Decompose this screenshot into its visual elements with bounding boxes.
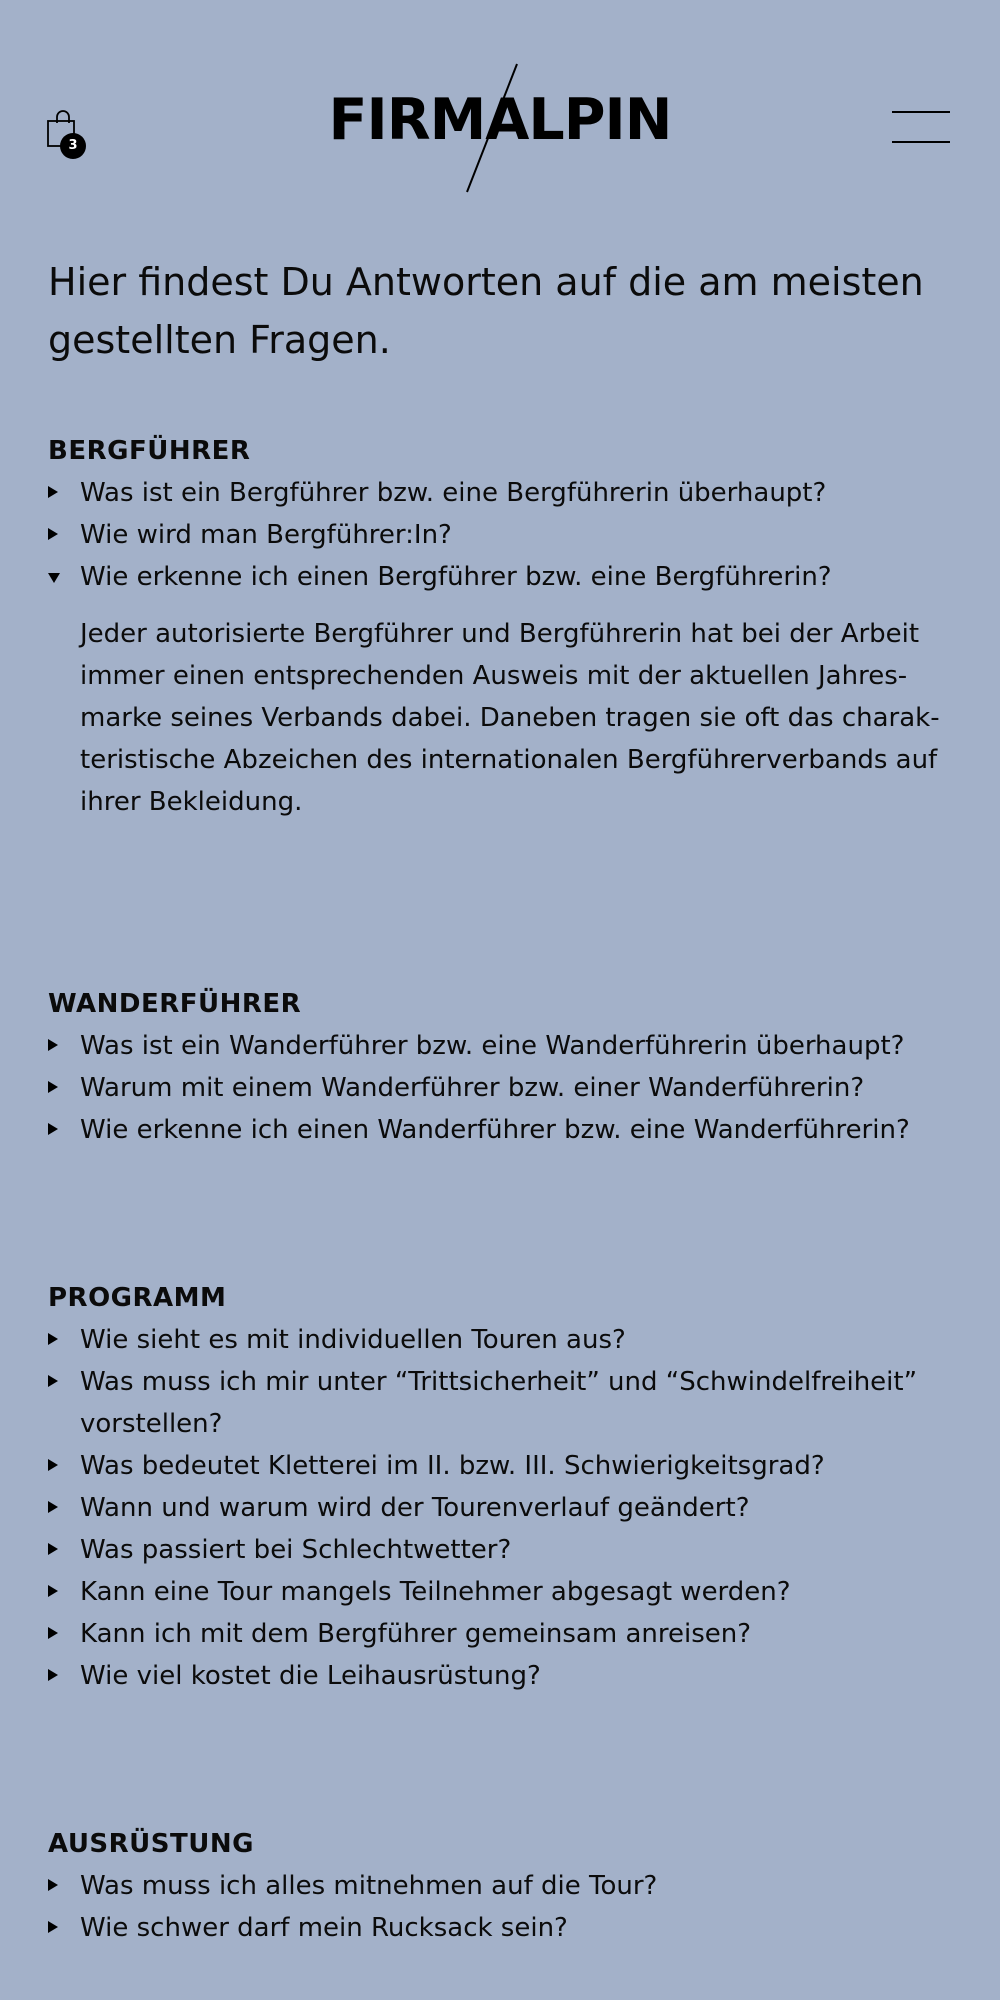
faq-section-wanderfuehrer [48,983,968,1151]
triangle-down-icon [48,573,60,583]
faq-list [48,1319,968,1697]
faq-item[interactable] [48,514,968,556]
faq-question: Wie sieht es mit individuellen Touren aus? [80,1325,626,1355]
triangle-right-icon [48,1459,58,1471]
faq-item[interactable] [48,1361,968,1445]
section-title: BERGFÜHRER [48,436,251,466]
section-title: PROGRAMM [48,1283,227,1313]
site-header [0,0,1000,200]
menu-line-top [892,111,950,113]
triangle-right-icon [48,1585,58,1597]
triangle-right-icon [48,1669,58,1681]
faq-question: Kann ich mit dem Bergführer gemeinsam anreisen? [80,1619,752,1649]
logo-slash-mark [326,62,674,194]
triangle-right-icon [48,528,58,540]
triangle-right-icon [48,1921,58,1933]
faq-section-programm [48,1277,968,1697]
faq-section-ausruestung [48,1823,968,1949]
faq-question: Wie erkenne ich einen Wanderführer bzw. eine Wanderführerin? [80,1115,910,1145]
faq-question: Wie wird man Bergführer:In? [80,520,452,550]
triangle-right-icon [48,1081,58,1093]
faq-question: Wie schwer darf mein Rucksack sein? [80,1913,568,1943]
faq-question: Was ist ein Bergführer bzw. eine Bergführerin überhaupt? [80,478,827,508]
faq-item[interactable] [48,472,968,514]
faq-list [48,1865,968,1949]
page-intro: Hier findest Du Antworten auf die am meisten gestellten Fragen. [48,260,924,362]
faq-question: Wie erkenne ich einen Bergführer bzw. eine Bergführerin? [80,562,832,592]
triangle-right-icon [48,1879,58,1891]
triangle-right-icon [48,1123,58,1135]
section-title: WANDERFÜHRER [48,989,302,1019]
faq-item[interactable] [48,1529,968,1571]
faq-answer: Jeder autorisierte Bergführer und Bergführerin hat bei der Arbeit immer einen entsprechenden Ausweis mit der aktuellen Jahresmarke seines Verbands dabei. Daneben tragen sie oft das charakteristische Abzeichen des internationalen Bergführerverbands auf ihrer Bekleidung. [80,619,940,817]
triangle-right-icon [48,1543,58,1555]
cart-count-badge: 3 [60,133,86,159]
faq-question: Wie viel kostet die Leihausrüstung? [80,1661,541,1691]
logo[interactable] [326,62,674,194]
faq-item[interactable] [48,1865,968,1907]
hamburger-menu-icon[interactable] [888,100,952,148]
cart-button[interactable] [46,108,88,160]
faq-item[interactable] [48,1109,968,1151]
faq-question: Was muss ich alles mitnehmen auf die Tour? [80,1871,658,1901]
triangle-right-icon [48,1039,58,1051]
faq-item[interactable] [48,1025,968,1067]
faq-item[interactable] [48,1655,968,1697]
faq-item[interactable] [48,1067,968,1109]
faq-question: Warum mit einem Wanderführer bzw. einer Wanderführerin? [80,1073,865,1103]
faq-item[interactable] [48,1487,968,1529]
faq-list [48,1025,968,1151]
faq-question: Kann eine Tour mangels Teilnehmer abgesagt werden? [80,1577,791,1607]
faq-question: Was ist ein Wanderführer bzw. eine Wanderführerin überhaupt? [80,1031,905,1061]
faq-question: Was muss ich mir unter “Trittsicherheit” und “Schwindelfreiheit” vorstellen? [80,1367,918,1439]
faq-item[interactable] [48,1613,968,1655]
faq-item[interactable] [48,1319,968,1361]
faq-section-bergfuehrer [48,430,968,823]
faq-item[interactable] [48,1445,968,1487]
faq-question: Was passiert bei Schlechtwetter? [80,1535,512,1565]
faq-item[interactable] [48,1907,968,1949]
triangle-right-icon [48,1333,58,1345]
faq-question: Was bedeutet Kletterei im II. bzw. III. Schwierigkeitsgrad? [80,1451,825,1481]
logo-text: FIRMALPIN [328,87,672,153]
faq-list [48,472,968,598]
triangle-right-icon [48,1375,58,1387]
menu-line-bottom [892,141,950,143]
triangle-right-icon [48,1501,58,1513]
triangle-right-icon [48,1627,58,1639]
faq-item-expanded[interactable] [48,556,968,598]
faq-question: Wann und warum wird der Tourenverlauf geändert? [80,1493,750,1523]
faq-item[interactable] [48,1571,968,1613]
triangle-right-icon [48,486,58,498]
section-title: AUSRÜSTUNG [48,1829,254,1859]
